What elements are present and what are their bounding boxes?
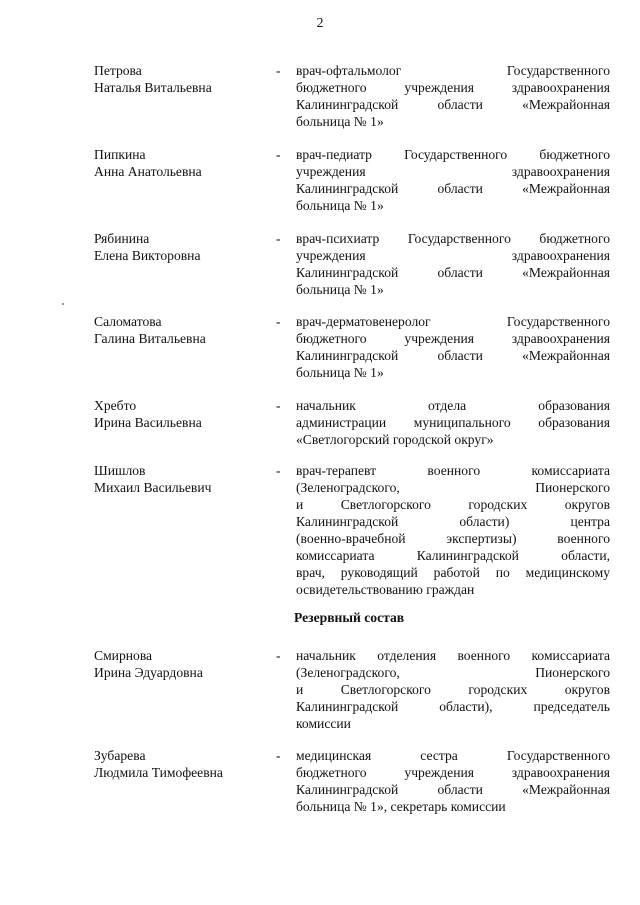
position-line: больница № 1» xyxy=(296,282,384,297)
member-position xyxy=(296,62,610,130)
member-position xyxy=(296,747,610,815)
member-surname: Шишлов xyxy=(94,463,146,478)
position-line: больница № 1» xyxy=(296,198,384,213)
reserve-section-title: Резервный состав xyxy=(294,610,405,625)
member-given-names: Людмила Тимофеевна xyxy=(94,765,223,780)
position-line: комиссариата Калининградской области, xyxy=(296,548,610,563)
separator-dash: - xyxy=(276,63,281,78)
member-name xyxy=(94,230,274,264)
position-line: больница № 1», секретарь комиссии xyxy=(296,799,506,814)
member-given-names: Анна Анатольевна xyxy=(94,164,202,179)
member-position xyxy=(296,397,610,448)
member-surname: Зубарева xyxy=(94,748,146,763)
position-line: больница № 1» xyxy=(296,365,384,380)
member-surname: Рябинина xyxy=(94,231,150,246)
position-line: «Светлогорский городской округ» xyxy=(296,432,494,447)
member-given-names: Наталья Витальевна xyxy=(94,80,212,95)
member-surname: Петрова xyxy=(94,63,142,78)
member-name xyxy=(94,313,274,347)
position-line: учреждения здравоохранения xyxy=(296,164,610,179)
separator-dash: - xyxy=(276,147,281,162)
position-line: Калининградской области «Межрайонная xyxy=(296,181,610,196)
position-line: комиссии xyxy=(296,716,351,731)
member-name xyxy=(94,146,274,180)
position-line: Калининградской области) центра xyxy=(296,514,610,529)
member-name xyxy=(94,462,274,496)
position-line: и Светлогорского городских округов xyxy=(296,497,610,512)
position-line: Калининградской области «Межрайонная xyxy=(296,97,610,112)
page-number: 2 xyxy=(316,16,324,31)
position-line: врач-психиатр Государственного бюджетного xyxy=(296,231,610,246)
position-line: Калининградской области «Межрайонная xyxy=(296,782,610,797)
member-position xyxy=(296,647,610,732)
position-line: Калининградской области «Межрайонная xyxy=(296,265,610,280)
position-line: (Зеленоградского, Пионерского xyxy=(296,480,610,495)
member-given-names: Ирина Васильевна xyxy=(94,415,202,430)
position-line: бюджетного учреждения здравоохранения xyxy=(296,765,610,780)
member-surname: Хребто xyxy=(94,398,137,413)
margin-mark xyxy=(62,303,64,305)
separator-dash: - xyxy=(276,748,281,763)
position-line: медицинская сестра Государственного xyxy=(296,748,610,763)
member-position xyxy=(296,462,610,598)
separator-dash: - xyxy=(276,463,281,478)
member-name xyxy=(94,647,274,681)
position-line: Калининградской области), председатель xyxy=(296,699,610,714)
member-name xyxy=(94,62,274,96)
position-line: врач-педиатр Государственного бюджетного xyxy=(296,147,610,162)
member-given-names: Ирина Эдуардовна xyxy=(94,665,203,680)
member-name xyxy=(94,747,274,781)
position-line: учреждения здравоохранения xyxy=(296,248,610,263)
member-given-names: Михаил Васильевич xyxy=(94,480,212,495)
position-line: начальник отдела образования xyxy=(296,398,610,413)
position-line: врач-дерматовенеролог Государственного xyxy=(296,314,610,329)
member-position xyxy=(296,146,610,214)
position-line: врач, руководящий работой по медицинскому xyxy=(296,565,610,580)
member-surname: Смирнова xyxy=(94,648,153,663)
separator-dash: - xyxy=(276,398,281,413)
separator-dash: - xyxy=(276,314,281,329)
member-position xyxy=(296,230,610,298)
position-line: администрации муниципального образования xyxy=(296,415,610,430)
position-line: больница № 1» xyxy=(296,114,384,129)
position-line: освидетельствованию граждан xyxy=(296,582,475,597)
position-line: врач-терапевт военного комиссариата xyxy=(296,463,610,478)
separator-dash: - xyxy=(276,648,281,663)
member-surname: Пипкина xyxy=(94,147,146,162)
position-line: (Зеленоградского, Пионерского xyxy=(296,665,610,680)
position-line: бюджетного учреждения здравоохранения xyxy=(296,80,610,95)
member-given-names: Галина Витальевна xyxy=(94,331,206,346)
member-given-names: Елена Викторовна xyxy=(94,248,201,263)
separator-dash: - xyxy=(276,231,281,246)
member-name xyxy=(94,397,274,431)
position-line: Калининградской области «Межрайонная xyxy=(296,348,610,363)
member-surname: Саломатова xyxy=(94,314,162,329)
position-line: врач-офтальмолог Государственного xyxy=(296,63,610,78)
position-line: (военно-врачебной экспертизы) военного xyxy=(296,531,610,546)
member-position xyxy=(296,313,610,381)
position-line: начальник отделения военного комиссариата xyxy=(296,648,610,663)
position-line: бюджетного учреждения здравоохранения xyxy=(296,331,610,346)
position-line: и Светлогорского городских округов xyxy=(296,682,610,697)
